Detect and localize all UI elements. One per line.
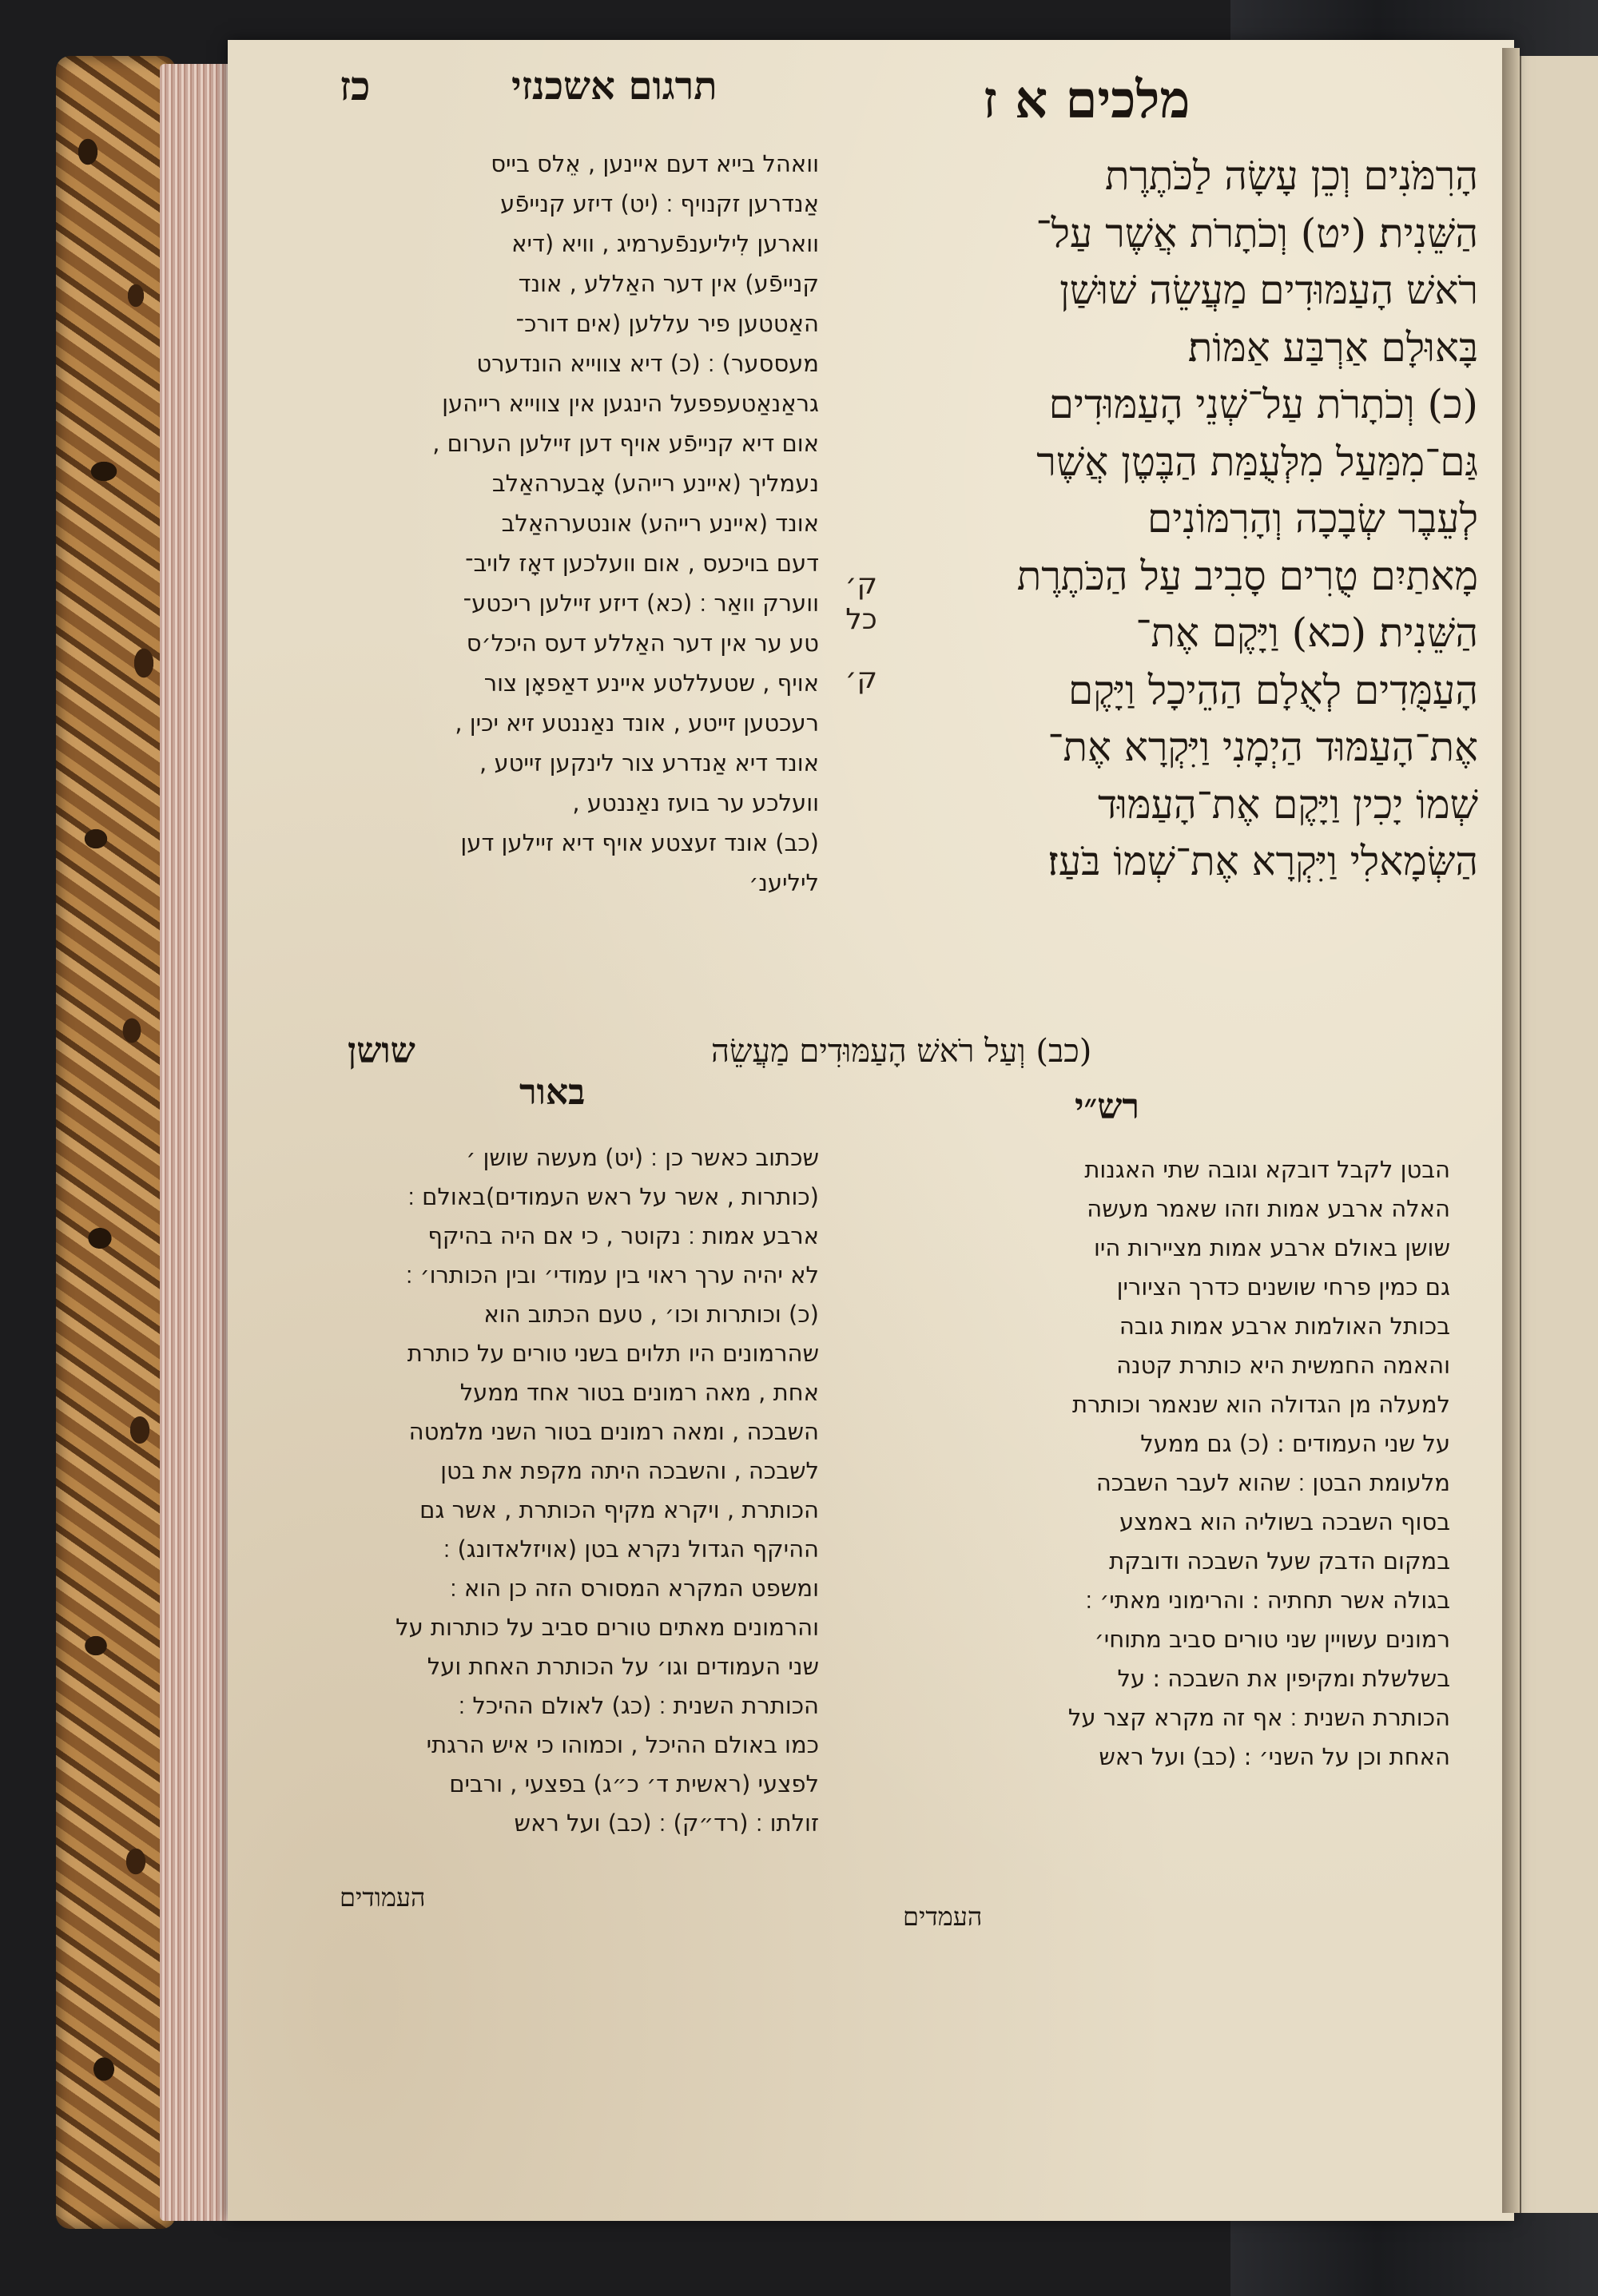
margin-note: ק׳ bbox=[845, 662, 877, 695]
bible-line: מָאתַיִם טֻרִים סָבִיב עַל הַכֹּתֶרֶת bbox=[1016, 552, 1478, 599]
bible-line: אֶת־הָעַמּוּד הַיְמָנִי וַיִּקְרָא אֶת־ bbox=[1047, 724, 1478, 770]
targum-line: וועלכע ער בועז נאַננטע , bbox=[572, 789, 819, 816]
biur-column bbox=[292, 1138, 819, 1857]
bible-line: בָּאוּלָם אַרְבַּע אַמּוֹת׃ bbox=[1187, 324, 1478, 371]
rashi-line: הבטן לקבל דובקא וגובה שתי האגנות bbox=[1084, 1156, 1450, 1183]
biur-line: והרמונים מאתים טורים סביב על כותרות על bbox=[396, 1614, 819, 1641]
bible-line: הַשֵּׁנִית׃ (כא) וַיָּקֶם אֶת־ bbox=[1135, 610, 1478, 656]
targum-line: אונד דיא אַנדרע צור לינקען זייטע , bbox=[479, 749, 819, 777]
margin-note: כל bbox=[845, 603, 877, 636]
margin-notes bbox=[845, 567, 877, 697]
rashi-line: בשלשלת ומקיפין את השבכה : על bbox=[1117, 1665, 1450, 1692]
bible-line: גַּם־מִמַּעַל מִלְּעֻמַּת הַבֶּטֶן אֲשֶׁר bbox=[1036, 438, 1478, 485]
bible-line: שְׁמוֹ יָכִין וַיָּקֶם אֶת־הָעַמּוּד bbox=[1098, 781, 1478, 828]
targum-line: קנייפֿע) אין דער האַללע , אונד bbox=[518, 270, 819, 297]
targum-line: רעכטען זייטע , אונד נאַננטע זיא יכין , bbox=[455, 709, 819, 737]
biur-line: לשבכה , והשבכה היתה מקפת את בטן bbox=[440, 1457, 819, 1484]
biur-line: שני העמודים וגו׳ על הכותרת האחת ועל bbox=[427, 1653, 819, 1680]
biur-line: הכותרת השנית ׃ (כג) לאולם ההיכל ׃ bbox=[458, 1692, 819, 1719]
biur-line: (כותרות , אשר על ראש העמודים)באולם ׃ bbox=[407, 1183, 819, 1210]
rashi-line: למעלה מן הגדולה הוא שנאמר וכותרת bbox=[1072, 1391, 1450, 1418]
book-title-header: מלכים א ז bbox=[983, 70, 1191, 130]
targum-line: גראַנאַטעפפעל הינגען אין צווייא רייהען bbox=[442, 390, 819, 417]
biur-title: באור bbox=[519, 1072, 586, 1113]
targum-line: נעמליך (איינע רייהע) אָבערהאַלב bbox=[491, 470, 819, 497]
marbled-cover bbox=[56, 56, 176, 2229]
targum-line: ליליענ׳ bbox=[749, 869, 819, 896]
targum-line: אום דיא קנייפֿע אויף דען זיילען הערום , bbox=[432, 430, 819, 457]
biur-line: (כ) וכותרות וכו׳ , טעם הכתוב הוא bbox=[483, 1301, 819, 1328]
rashi-line: בכותל האולמות ארבע אמות גובה bbox=[1119, 1313, 1450, 1340]
biur-line: שהרמונים היו תלוים בשני טורים על כותרת bbox=[407, 1340, 819, 1367]
margin-note: ק׳ bbox=[845, 568, 877, 601]
biur-line: לא יהיה ערך ראוי בין עמודי׳ ובין הכותרו׳ ׃ bbox=[405, 1261, 819, 1289]
bible-text-column bbox=[871, 148, 1478, 1043]
rashi-line: שושן באולם ארבע אמות מציירות היו bbox=[1093, 1234, 1450, 1261]
biur-line: שכתוב כאשר כן ׃ (יט) מעשה שושן ׳ bbox=[466, 1144, 819, 1171]
targum-line: טע ער אין דער האַללע דעס היכל׳ס bbox=[466, 630, 819, 657]
biur-line: הכותרת , ויקרא מקיף הכותרת , אשר גם bbox=[419, 1496, 819, 1523]
rashi-line: האלה ארבע אמות וזהו שאמר מעשה bbox=[1087, 1195, 1450, 1222]
rashi-title: רש״י bbox=[1075, 1086, 1140, 1127]
targum-line: ווערק וואַר ׃ (כא) דיזע זיילען ריכטע־ bbox=[463, 590, 819, 617]
rashi-line: גם כמין פרחי שושנים כדרך הציורין bbox=[1116, 1273, 1450, 1301]
rashi-line: הכותרת השנית ׃ אף זה מקרא קצר על bbox=[1067, 1704, 1450, 1731]
targum-line: ווארען לִיליענפֿערמיג , וויא (דיא bbox=[511, 230, 819, 257]
targum-line: אַנדרען זקנויף ׃ (יט) דיזע קנייפֿע bbox=[500, 190, 819, 217]
catchword: שושן bbox=[348, 1031, 415, 1071]
bible-line: הָרִמֹּנִים וְכֵן עָשָׂה לַכֹּתֶרֶת bbox=[1104, 153, 1478, 199]
rashi-line: רמונים עשויין שני טורים סביב מתוחי׳ bbox=[1094, 1626, 1450, 1653]
bible-line: לְעֵבֶר שְׂבָכָה וְהָרִמּוֹנִים bbox=[1147, 495, 1478, 542]
page-number: כז bbox=[340, 62, 371, 109]
targum-line: אויף , שטעללטע איינע דאַפאָן צור bbox=[483, 669, 819, 697]
bible-line: הַשְּׂמָאלִי וַיִּקְרָא אֶת־שְׁמוֹ בֹּעַז׃ bbox=[1047, 838, 1478, 884]
biur-line: אחת , מאה רמונים בטור אחד ממעל bbox=[459, 1379, 819, 1406]
rashi-line: בגולה אשר תחתיה : והרימוני מאתי׳ ׃ bbox=[1085, 1587, 1450, 1614]
rashi-catchword: העמדים bbox=[903, 1901, 983, 1932]
bible-line: הַשֵּׁנִית׃ (יט) וְכֹתָרֹת אֲשֶׁר עַל־ bbox=[1036, 209, 1478, 256]
rashi-column bbox=[875, 1150, 1450, 1790]
biur-line: לפצעי (ראשית ד׳ כ״ג) בפצעי , ורבים bbox=[449, 1770, 819, 1797]
rashi-line: והאמה החמשית היא כותרת קטנה bbox=[1116, 1352, 1450, 1379]
facing-page-edge bbox=[1520, 56, 1598, 2213]
bible-line: רֹאשׁ הָעַמּוּדִים מַעֲשֵׂה שׁוּשַׁן bbox=[1059, 267, 1478, 313]
targum-line: מעססער) ׃ (כ) דיא צווייא הונדערט bbox=[476, 350, 819, 377]
targum-line: וואהל בייא דעם איינען , אֵלס בייס bbox=[491, 150, 819, 177]
biur-catchword: העמודים bbox=[340, 1882, 426, 1913]
biur-line: ומשפט המקרא המסורס הזה כן הוא ׃ bbox=[450, 1575, 819, 1602]
biur-line: השבכה , ומאה רמונים בטור השני מלמטה bbox=[408, 1418, 819, 1445]
biur-line: זולתו ׃ (רד״ק) ׃ (כב) ועל ראש bbox=[514, 1809, 819, 1837]
rashi-line: על שני העמודים : (כ) גם ממעל bbox=[1140, 1430, 1450, 1457]
targum-line: (כב) אונד זעצטע אויף דיא זיילען דען bbox=[460, 829, 819, 856]
rashi-line: במקום הדבק שעל השבכה ודובקת bbox=[1109, 1547, 1450, 1575]
targum-line: דעם בויכעס , אום וועלכען דאָז לויב־ bbox=[465, 550, 819, 577]
rashi-line: האחת וכן על השני׳ : (כב) ועל ראש bbox=[1099, 1743, 1450, 1770]
page-gutter bbox=[1502, 48, 1520, 2213]
targum-header: תרגום אשכנזי bbox=[511, 64, 718, 109]
biur-line: כמו באולם ההיכל , וכמוהו כי איש הרגתי bbox=[426, 1731, 819, 1758]
biur-line: ארבע אמות ׃ נקוטר , כי אם היה בהיקף bbox=[427, 1222, 819, 1249]
rashi-line: מלעומת הבטן ׃ שהוא לעבר השבכה bbox=[1095, 1469, 1450, 1496]
bible-continuation: (כב) וְעַל רֹאשׁ הָעַמּוּדִים מַעֲשֵׂה bbox=[711, 1033, 1092, 1070]
biur-line: ההיקף הגדול נקרא בטן (אויזלאדונג) ׃ bbox=[443, 1535, 819, 1563]
targum-line: האַטטען פיר עללען (אים דורכ־ bbox=[515, 310, 819, 337]
targum-line: אונד (איינע רייהע) אונטערהאַלב bbox=[501, 510, 819, 537]
rashi-line: בסוף השבכה בשוליה הוא באמצע bbox=[1119, 1508, 1450, 1535]
bible-line: הָעַמֻּדִים לְאֻלָם הַהֵיכָל וַיָּקֶם bbox=[1067, 666, 1478, 713]
targum-column bbox=[300, 144, 819, 1039]
bible-line: (כ) וְכֹתָרֹת עַל־שְׁנֵי הָעַמּוּדִים bbox=[1048, 381, 1478, 427]
